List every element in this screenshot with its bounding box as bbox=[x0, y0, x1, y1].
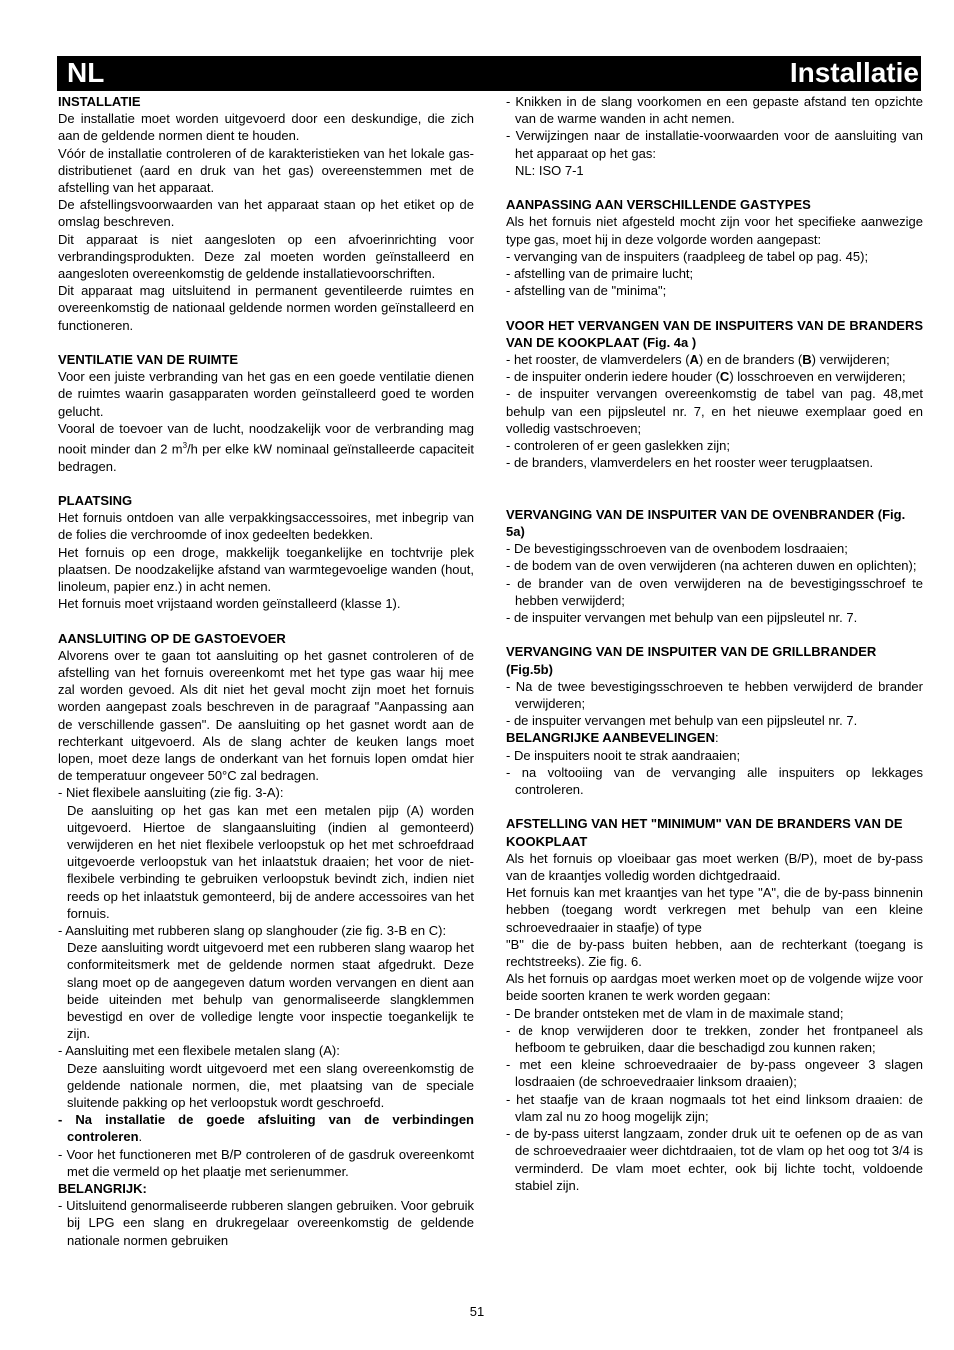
list-item-important bbox=[58, 1111, 474, 1145]
list-item: - de by-pass uiterst langzaam, zonder druk uit te oefenen op de as van de schroevedraaier weer dichtdraaien, tot de vlam op het oog tot 3/4 is verminderd. De vlam moet echter, ook bij lichte tocht, voldoende stabiel zijn. bbox=[506, 1126, 923, 1193]
list-item: - afstelling van de "minima"; bbox=[506, 283, 667, 299]
paragraph: Het fornuis op een droge, makkelijk toegankelijke en tochtvrije plek plaatsen. De noodzakelijke afstand van warmtegevoelige wanden (hout, linoleum, papier enz.) in acht nemen. bbox=[58, 544, 474, 594]
list-item: - de bodem van de oven verwijderen (na achteren duwen en oplichten); bbox=[506, 558, 917, 574]
heading-vervangen: VOOR HET VERVANGEN VAN DE INSPUITERS VAN DE BRANDERS VAN DE KOOKPLAAT (Fig. 4a ) bbox=[506, 317, 923, 350]
text: BELANGRIJKE AANBEVELINGEN bbox=[506, 730, 715, 746]
list-item: - de inspuiter vervangen met behulp van een pijpsleutel nr. 7. bbox=[506, 610, 858, 626]
list-item-detail: NL: ISO 7-1 bbox=[515, 162, 584, 178]
language-code: NL bbox=[67, 57, 105, 88]
section-ovenbrander bbox=[506, 506, 923, 626]
paragraph: Dit apparaat mag uitsluitend in permanent geventileerde ruimtes en overeenkomstig de nationaal geldende normen worden geïnstalleerd en functioneren. bbox=[58, 283, 474, 333]
list-item bbox=[506, 368, 923, 385]
label-b: B bbox=[802, 352, 812, 368]
heading-aansluiting: AANSLUITING OP DE GASTOEVOER bbox=[58, 630, 286, 646]
paragraph: Het fornuis moet vrijstaand worden geïnstalleerd (klasse 1). bbox=[58, 596, 401, 612]
list-item: - De bevestigingsschroeven van de ovenbodem losdraaien; bbox=[506, 541, 848, 557]
list-item: - Uitsluitend genormaliseerde rubberen slangen gebruiken. Voor gebruik bij LPG een slang en drukregelaar overeenkomstig de geldende nationale normen gebruiken bbox=[58, 1198, 474, 1248]
list-item: - de inspuiter vervangen overeenkomstig de tabel van pag. 48,met behulp van een pijpsleutel nr. 7, en het nieuwe exemplaar goed en volledig vastschroeven; bbox=[506, 386, 923, 436]
heading-ventilatie: VENTILATIE VAN DE RUIMTE bbox=[58, 352, 239, 368]
list-item: - Aansluiting met een flexibele metalen slang (A): bbox=[58, 1043, 340, 1059]
text: . bbox=[138, 1129, 143, 1145]
list-item: - afstelling van de primaire lucht; bbox=[506, 266, 694, 282]
paragraph: Vóór de installatie controleren of de karakteristieken van het lokale gas-distributienet (aard en druk van het gas) overeenstemmen met de afstelling van het apparaat. bbox=[58, 145, 474, 196]
section-minimum bbox=[506, 815, 923, 1193]
list-item: - na voltooiing van de vervanging alle inspuiters op lekkages controleren. bbox=[506, 764, 923, 798]
list-item: - vervanging van de inspuiters (raadpleeg de tabel op pag. 45); bbox=[506, 248, 869, 264]
list-item: - controleren of er geen gaslekken zijn; bbox=[506, 438, 731, 454]
text: ) verwijderen; bbox=[811, 352, 890, 368]
superscript: 3 bbox=[182, 441, 188, 451]
text: /h per elke kW nominaal geïnstalleerde capaciteit bedragen. bbox=[58, 441, 475, 474]
paragraph: Dit apparaat is niet aangesloten op een afvoerinrichting voor verbrandingsprodukten. Deze zal moeten worden geïnstalleerd en aangesloten overeenkomstig de geldende installatievoorschriften. bbox=[58, 231, 474, 282]
paragraph: Het fornuis kan met kraantjes van het type "A", die de by-pass binnenin hebben (toegang wordt verkregen met behulp van een kleine schroevedraaier in staafje) of type bbox=[506, 885, 923, 935]
header-bar bbox=[57, 56, 921, 91]
list-item: - het staafje van de kraan nogmaals tot het eind linksom draaien: de vlam zal nu zo hoog mogelijk zijn; bbox=[506, 1091, 923, 1124]
list-item-detail: De aansluiting op het gas kan met een metalen pijp (A) worden uitgevoerd. Hiertoe de slangaansluiting (indien al gemonteerd) verwijderen en het niet flexibele verloopstuk op het met schroefdraad uitgevoerde verloopstuk van het inlaatstuk draaien; het voor de niet-flexibele verbinding te gebruiken verloopstuk bevindt zich, indien niet reeds op het inlaatstuk gemonteerd, bij de andere accessoires van het fornuis. bbox=[67, 802, 474, 921]
section-ventilatie bbox=[58, 351, 474, 475]
right-column bbox=[506, 93, 923, 1194]
list-item: - de knop verwijderen door te trekken, zonder het frontpaneel als hefboom te gebruiken, daar die beschadigd zou kunnen raken; bbox=[506, 1022, 923, 1056]
text: : bbox=[714, 730, 719, 746]
section-title: Installatie bbox=[789, 57, 919, 88]
section-vervangen bbox=[506, 317, 923, 472]
heading-plaatsing: PLAATSING bbox=[58, 492, 133, 508]
section-intro bbox=[506, 93, 923, 179]
paragraph: Alvorens over te gaan tot aansluiting op het gasnet controleren of de afstelling van het fornuis overeenkomt met het type gas waar hij mee zal worden gevoed. Als dit niet het geval mocht zijn moet het fornuis worden aangepast zoals beschreven in de paragraaf "Aanpassing aan de verschillende gassen". De aansluiting op het gasnet wordt aan de rechterkant uitgevoerd. Als de slang achter de keuken langs moet lopen, moet deze langs de onderkant van het fornuis lopen omdat hier de temperatuur ongeveer 50°C zal bedragen. bbox=[58, 647, 474, 784]
list-item-detail: Deze aansluiting wordt uitgevoerd met een slang overeenkomstig de geldende nationale normen, die, met plaatsing van de speciale sluitende pakking op het verloopstuk wordt geschroefd. bbox=[67, 1060, 474, 1111]
list-item: - Knikken in de slang voorkomen en een gepaste afstand ten opzichte van de warme wanden in acht nemen. bbox=[506, 94, 923, 127]
heading-belangrijk: BELANGRIJK: bbox=[58, 1181, 147, 1197]
list-item: - Aansluiting met rubberen slang op slanghouder (zie fig. 3-B en C): bbox=[58, 923, 447, 939]
text: - het rooster, de vlamverdelers ( bbox=[506, 352, 690, 368]
heading-grillbrander: VERVANGING VAN DE INSPUITER VAN DE GRILLBRANDER (Fig.5b) bbox=[506, 644, 877, 677]
section-aanpassing bbox=[506, 196, 923, 299]
left-column bbox=[58, 93, 474, 1249]
list-item: - met een kleine schroevedraaier de by-pass ongeveer 3 slagen losdraaien (de schroevedraaier linksom draaien); bbox=[506, 1057, 923, 1090]
page-number: 51 bbox=[469, 1304, 485, 1319]
list-item: - de brander van de oven verwijderen na de bevestigingsschroef te hebben verwijderd; bbox=[506, 575, 923, 608]
paragraph: Het fornuis ontdoen van alle verpakkingsaccessoires, met inbegrip van de folies die verchroomde of inox gedeelten bedekken. bbox=[58, 510, 474, 543]
list-item: - de inspuiter vervangen met behulp van een pijpsleutel nr. 7. bbox=[506, 713, 858, 729]
list-item-detail: Deze aansluiting wordt uitgevoerd met een rubberen slang waarop het conformiteitsmerk met de geldende normen staat afgedrukt. Deze slang moet op de aangegeven datum worden vervangen en dient aan beide uiteinden met behulp van genormaliseerde slangklemmen bevestigd en over de volledige lengte voor inspectie toegankelijk te zijn. bbox=[67, 940, 474, 1042]
text: - Na installatie de goede afsluiting van de verbindingen controleren bbox=[58, 1112, 474, 1145]
text: ) en de branders ( bbox=[698, 352, 803, 368]
text: Vooral de toevoer van de lucht, noodzakelijk voor de verbranding mag nooit minder dan 2 m bbox=[58, 420, 474, 457]
list-item: - De inspuiters nooit te strak aandraaien; bbox=[506, 747, 741, 763]
heading-aanpassing: AANPASSING AAN VERSCHILLENDE GASTYPES bbox=[506, 197, 811, 213]
text: - de inspuiter onderin iedere houder ( bbox=[506, 369, 720, 385]
paragraph: De installatie moet worden uitgevoerd door een deskundige, die zich aan de geldende normen dient te houden. bbox=[58, 111, 474, 144]
section-grillbrander bbox=[506, 643, 923, 798]
list-item: - Voor het functioneren met B/P controleren of de gasdruk overeenkomt met die vermeld op het plaatje met serienummer. bbox=[58, 1146, 474, 1179]
heading-ovenbrander: VERVANGING VAN DE INSPUITER VAN DE OVENBRANDER (Fig. 5a) bbox=[506, 506, 906, 540]
paragraph bbox=[58, 420, 474, 475]
section-plaatsing bbox=[58, 492, 474, 612]
list-item: - Na de twee bevestigingsschroeven te hebben verwijderd de brander verwijderen; bbox=[506, 678, 923, 712]
paragraph: "B" die de by-pass buiten hebben, aan de rechterkant (toegang is rechtstreeks). Zie fig. 6. bbox=[506, 936, 923, 970]
section-aansluiting bbox=[58, 630, 474, 1249]
list-item: - Niet flexibele aansluiting (zie fig. 3-A): bbox=[58, 785, 284, 801]
list-item: - de branders, vlamverdelers en het rooster weer terugplaatsen. bbox=[506, 455, 874, 471]
paragraph: Als het fornuis niet afgesteld mocht zijn voor het specifieke aanwezige type gas, moet hij in deze volgorde worden aangepast: bbox=[506, 214, 923, 247]
paragraph: De afstellingsvoorwaarden van het apparaat staan op het etiket op de omslag beschreven. bbox=[58, 197, 474, 230]
section-installatie bbox=[58, 93, 474, 334]
text: ) losschroeven en verwijderen; bbox=[729, 369, 906, 385]
paragraph: Als het fornuis op vloeibaar gas moet werken (B/P), moet de by-pass van de kraantjes volledig worden dichtgedraaid. bbox=[506, 850, 923, 884]
list-item bbox=[506, 351, 923, 368]
list-item: - De brander ontsteken met de vlam in de maximale stand; bbox=[506, 1005, 844, 1021]
heading-minimum: AFSTELLING VAN HET "MINIMUM" VAN DE BRANDERS VAN DE KOOKPLAAT bbox=[506, 816, 903, 849]
paragraph: Voor een juiste verbranding van het gas en een goede ventilatie dienen de ruimtes waarin gasapparaten worden geïnstalleerd goed te worden gelucht. bbox=[58, 369, 474, 419]
paragraph: Als het fornuis op aardgas moet werken moet op de volgende wijze voor beide soorten kranen te werk worden gegaan: bbox=[506, 971, 923, 1004]
list-item: - Verwijzingen naar de installatie-voorwaarden voor de aansluiting van het apparaat op het gas: bbox=[506, 128, 923, 161]
heading-aanbevelingen bbox=[506, 729, 923, 746]
heading-installatie: INSTALLATIE bbox=[58, 94, 141, 109]
label-a: A bbox=[689, 352, 699, 368]
label-c: C bbox=[719, 369, 730, 385]
